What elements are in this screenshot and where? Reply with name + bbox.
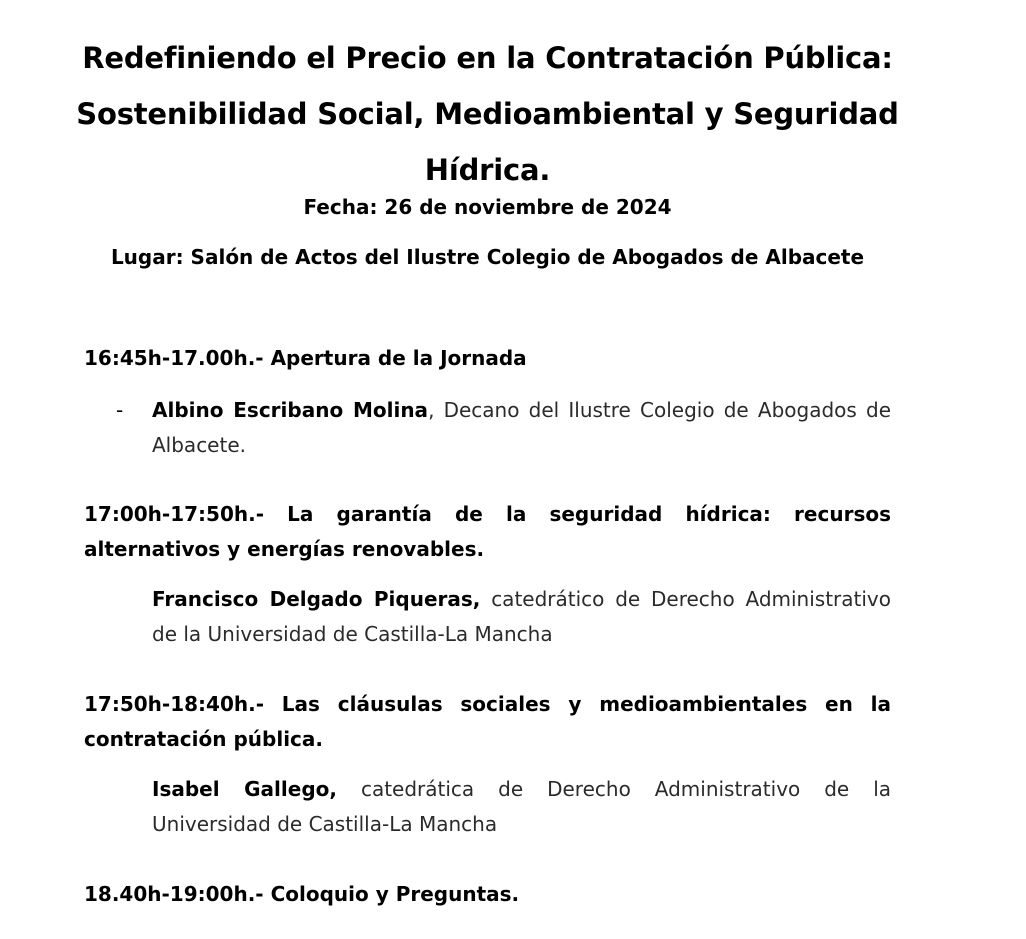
speaker-name: Isabel Gallego, [152,777,337,801]
speaker-description: catedrático de Derecho Administrativo de la Universidad de Castilla-La Mancha [152,587,891,646]
session-heading: 16:45h-17.00h.- Apertura de la Jornada [84,346,527,370]
speaker-description: , Decano del Ilustre Colegio de Abogados de Albacete. [152,398,891,457]
event-date: Fecha: 26 de noviembre de 2024 [303,195,672,219]
page-title: Redefiniendo el Precio en la Contratación Pública: Sostenibilidad Social, Medioambiental y Seguridad Hídrica. [76,41,899,187]
speaker-name: Albino Escribano Molina [152,398,429,422]
session-heading: 17:00h-17:50h.- La garantía de la seguridad hídrica: recursos alternativos y energías renovables. [84,502,891,561]
speaker-name: Francisco Delgado Piqueras, [152,587,481,611]
session-heading: 17:50h-18:40h.- Las cláusulas sociales y medioambientales en la contratación pública. [84,692,891,751]
session-heading: 18.40h-19:00h.- Coloquio y Preguntas. [84,882,520,906]
speaker-description: catedrática de Derecho Administrativo de la Universidad de Castilla-La Mancha [152,777,892,836]
list-bullet: - [116,398,124,422]
session-speaker [152,393,891,463]
session-speaker [152,582,891,652]
session-speaker [152,772,891,842]
event-place: Lugar: Salón de Actos del Ilustre Colegio de Abogados de Albacete [110,245,865,269]
